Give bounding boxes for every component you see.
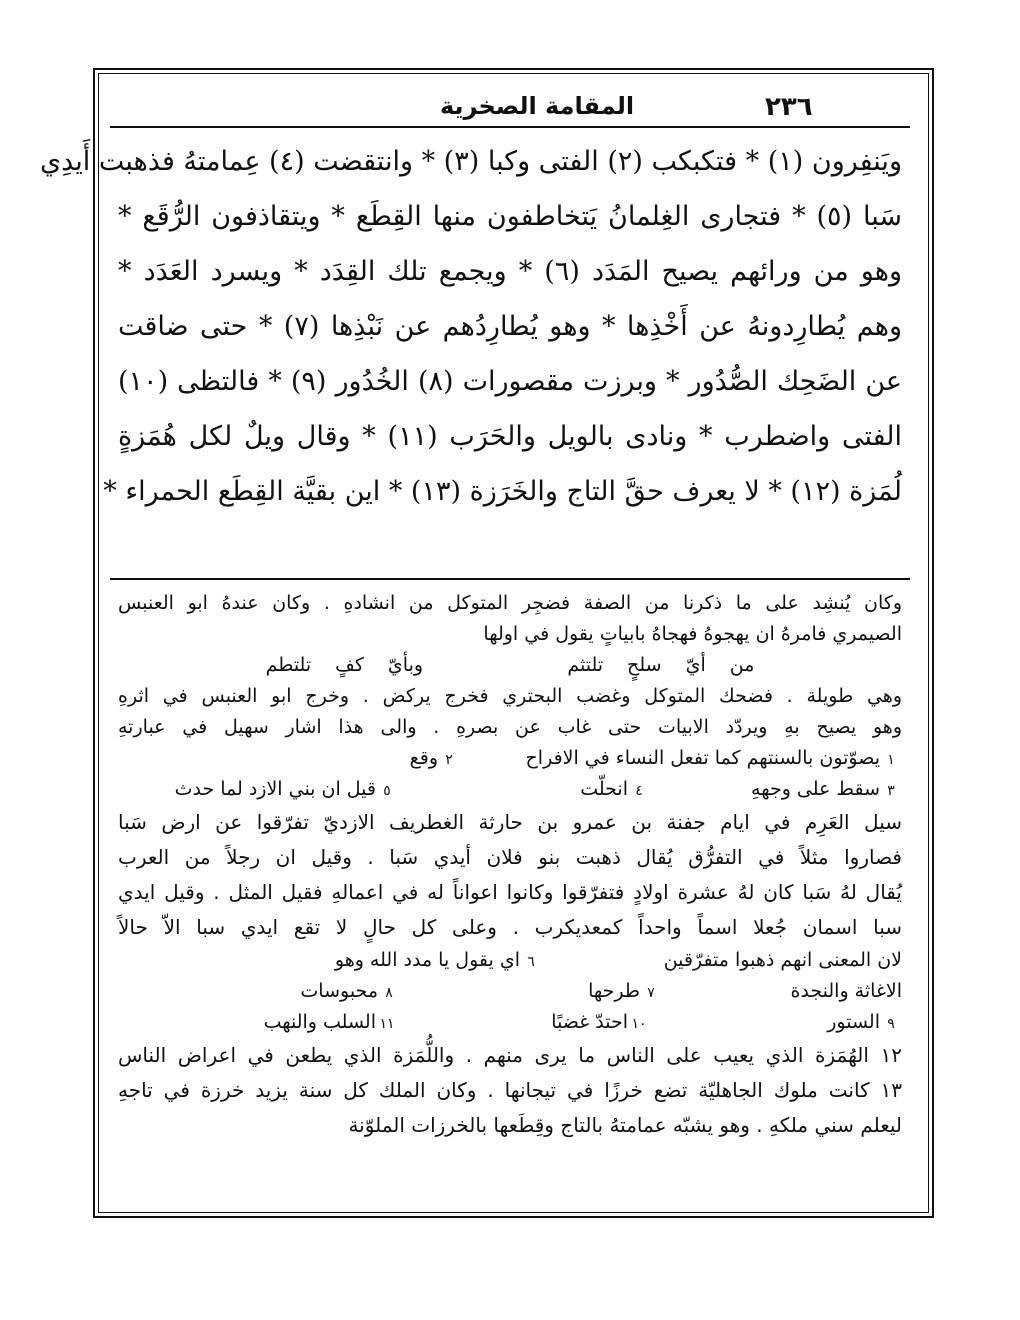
footnote-text: قيل ان بني الازد لما حدث [174,778,376,800]
footnote-number: ٩ [887,1016,895,1032]
page-number: ٢٣٦ [765,92,813,122]
commentary-line: وكان يُنشِد على ما ذكرنا من الصفة فضجِر المتوكل من انشادهِ . وكان عندهُ ابو العنبس [118,592,902,614]
commentary-line: وهي طويلة . فضحك المتوكل وغضب البحتري فخرج يركض . وخرج ابو العنبس في اثرهِ [118,685,902,707]
text-line: وهو من ورائهم يصيح المَدَد (٦) * ويجمع تلك القِدَد * ويسرد العَدَد * [118,256,902,287]
footnote-divider [110,578,910,580]
footnote-gloss-line: سيل العَرِم في ايام جفنة بن عمرو بن حارثة الغطريف الازديّ تفرّقوا عن ارض سَبا [118,810,902,834]
footnote-row [118,1007,902,1038]
footnote-text: طرحها [588,980,640,1002]
footnote-number: ٢ [445,752,453,768]
footnote-number: ٥ [383,783,391,799]
footnote-number: ١ [887,752,895,768]
footnote-text: انحلّت [580,778,628,800]
page-header [110,86,910,128]
footnote-text: لان المعنى انهم ذهبوا متفرّقين [663,949,902,971]
footnotes [118,588,902,1143]
footnote-number: ٨ [385,985,393,1001]
footnote-text: وقع [409,747,438,769]
footnote-number: ٤ [635,783,643,799]
footnote-text: السلب والنهب [263,1011,376,1033]
footnote-text: الستور [827,1011,880,1033]
text-line: الفتى واضطرب * ونادى بالويل والحَرَب (١١) * وقال ويلٌ لكل هُمَزةٍ [118,421,902,452]
footnote-number: ٦ [527,954,535,970]
maqama-text [39,134,902,519]
quoted-verse-hemistich: وبأيّ كفٍ تلتطم [265,654,424,676]
footnote-line: ليعلم سني ملكهِ . وهو يشبّه عمامتهُ بالتاج وقِطَعها بالخرزات الملوّنة [348,1113,902,1137]
footnote-number: ١١ [379,1016,395,1032]
text-line: سَبا (٥) * فتجارى الغِلمانُ يَتخاطفون منها القِطَع * ويتقاذفون الرُّقَع * [118,201,902,232]
text-line: وهم يُطارِدونهُ عن أَخْذِها * وهو يُطارِدُهم عن نَبْذِها (٧) * حتى ضاقت [118,311,902,342]
footnote-row [118,976,902,1007]
footnote-text: سقط على وجههِ [751,778,880,800]
commentary-line: وهو يصيح بهِ ويردّد الابيات حتى غاب عن بصرهِ . والى هذا اشار سهيل في عبارتهِ [118,716,902,738]
footnote-number: ٣ [887,783,895,799]
text-line: لُمَزة (١٢) * لا يعرف حقَّ التاج والخَرَزة (١٣) * اين بقيَّة القِطَع الحمراء * [103,476,902,507]
commentary-line: الصيمري فامرهُ ان يهجوهُ فهجاهُ بابياتٍ يقول في اولها [483,623,902,645]
footnote-text: الاغاثة والنجدة [790,980,902,1002]
running-title: المقامة الصخرية [440,92,635,120]
footnote-text: اي يقول يا مدد الله وهو [334,949,520,971]
footnote-gloss-line: يُقال لهُ سَبا كان لهُ عشرة اولادٍ فتفرّقوا وكانوا اعواناً له في اعمالهِ فقيل المثل . وقيل ايدي [118,880,902,904]
footnote-text: محبوسات [300,980,378,1002]
quoted-verse-hemistich: من أيّ سلحٍ تلتثم [567,654,755,676]
footnote-line: ١٢ الهُمَزة الذي يعيب على الناس ما يرى منهم . واللُّمَزة الذي يطعن في اعراض الناس [118,1043,902,1067]
footnote-text: يصوّتون بالسنتهم كما تفعل النساء في الافراح [525,747,880,769]
footnote-row [118,945,902,976]
footnote-number: ٧ [647,985,655,1001]
footnote-gloss-line: سبا اسمان جُعلا اسماً واحداً كمعديكرب . وعلى كل حالٍ لا تقع ايدي سبا الاّ حالاً [118,915,902,939]
footnote-row [118,743,902,774]
book-page [39,80,910,1205]
footnote-number: ١٠ [631,1016,647,1032]
text-line: ويَنفِرون (١) * فتكبكب (٢) الفتى وكبا (٣) * وانتقضت (٤) عِمامتهُ فذهبت أَيدِي [39,146,902,177]
footnote-line: ١٣ كانت ملوك الجاهليّة تضع خرزًا في تيجانها . وكان الملك كل سنة يزيد خرزة في تاجهِ [118,1078,902,1102]
text-line: عن الضَحِك الصُّدُور * وبرزت مقصورات (٨) الخُدُور (٩) * فالتظى (١٠) [118,366,902,397]
quoted-verse [118,650,902,681]
footnote-text: احتدّ غضبًا [551,1011,628,1033]
footnote-row [118,774,902,805]
footnote-gloss-line: فصاروا مثلاً في التفرُّق يُقال ذهبت بنو فلان أيدي سَبا . وقيل ان رجلاً من العرب [118,845,902,869]
